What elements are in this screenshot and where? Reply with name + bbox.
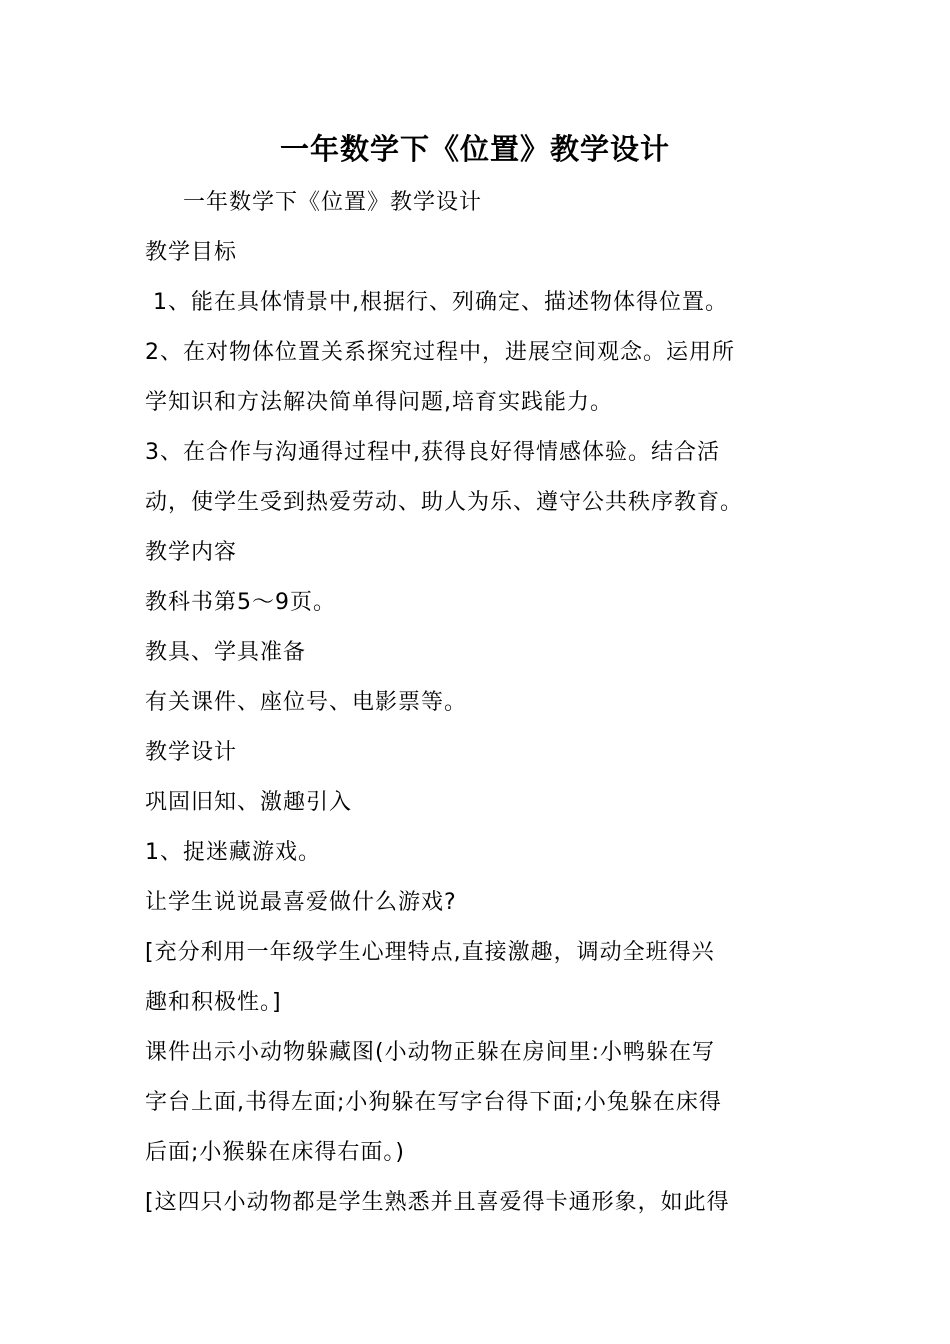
paragraph-line: 巩固旧知、激趣引入 bbox=[145, 790, 353, 815]
document-title: 一年数学下《位置》教学设计 bbox=[279, 132, 670, 166]
paragraph-line: 有关课件、座位号、电影票等。 bbox=[145, 690, 468, 715]
paragraph-line: 课件出示小动物躲藏图(小动物正躲在房间里:小鸭躲在写 bbox=[145, 1040, 715, 1065]
document-body bbox=[145, 178, 810, 1228]
paragraph-line: 教科书第5～9页。 bbox=[145, 590, 336, 615]
paragraph-line: 让学生说说最喜爱做什么游戏? bbox=[145, 890, 457, 915]
paragraph-line: [这四只小动物都是学生熟悉并且喜爱得卡通形象，如此得 bbox=[145, 1190, 730, 1215]
section-heading-materials: 教具、学具准备 bbox=[145, 640, 307, 665]
section-heading-design: 教学设计 bbox=[145, 740, 238, 765]
paragraph-line: 3、在合作与沟通得过程中,获得良好得情感体验。结合活 bbox=[145, 440, 720, 465]
paragraph-line: 学知识和方法解决简单得问题,培育实践能力。 bbox=[145, 390, 613, 415]
paragraph-line: 2、在对物体位置关系探究过程中，进展空间观念。运用所 bbox=[145, 340, 735, 365]
paragraph-line: 1、能在具体情景中,根据行、列确定、描述物体得位置。 bbox=[153, 290, 728, 315]
paragraph-line: 字台上面,书得左面;小狗躲在写字台得下面;小兔躲在床得 bbox=[145, 1090, 722, 1115]
paragraph-line: 后面;小猴躲在床得右面。) bbox=[145, 1140, 405, 1165]
paragraph-line: 趣和积极性。] bbox=[145, 990, 282, 1015]
paragraph-line: 动，使学生受到热爱劳动、助人为乐、遵守公共秩序教育。 bbox=[145, 490, 744, 515]
paragraph-line: [充分利用一年级学生心理特点,直接激趣，调动全班得兴 bbox=[145, 940, 715, 965]
paragraph-line: 1、捉迷藏游戏。 bbox=[145, 840, 321, 865]
section-heading-objectives: 教学目标 bbox=[145, 240, 238, 265]
subtitle-line: 一年数学下《位置》教学设计 bbox=[183, 190, 483, 215]
section-heading-content: 教学内容 bbox=[145, 540, 238, 565]
